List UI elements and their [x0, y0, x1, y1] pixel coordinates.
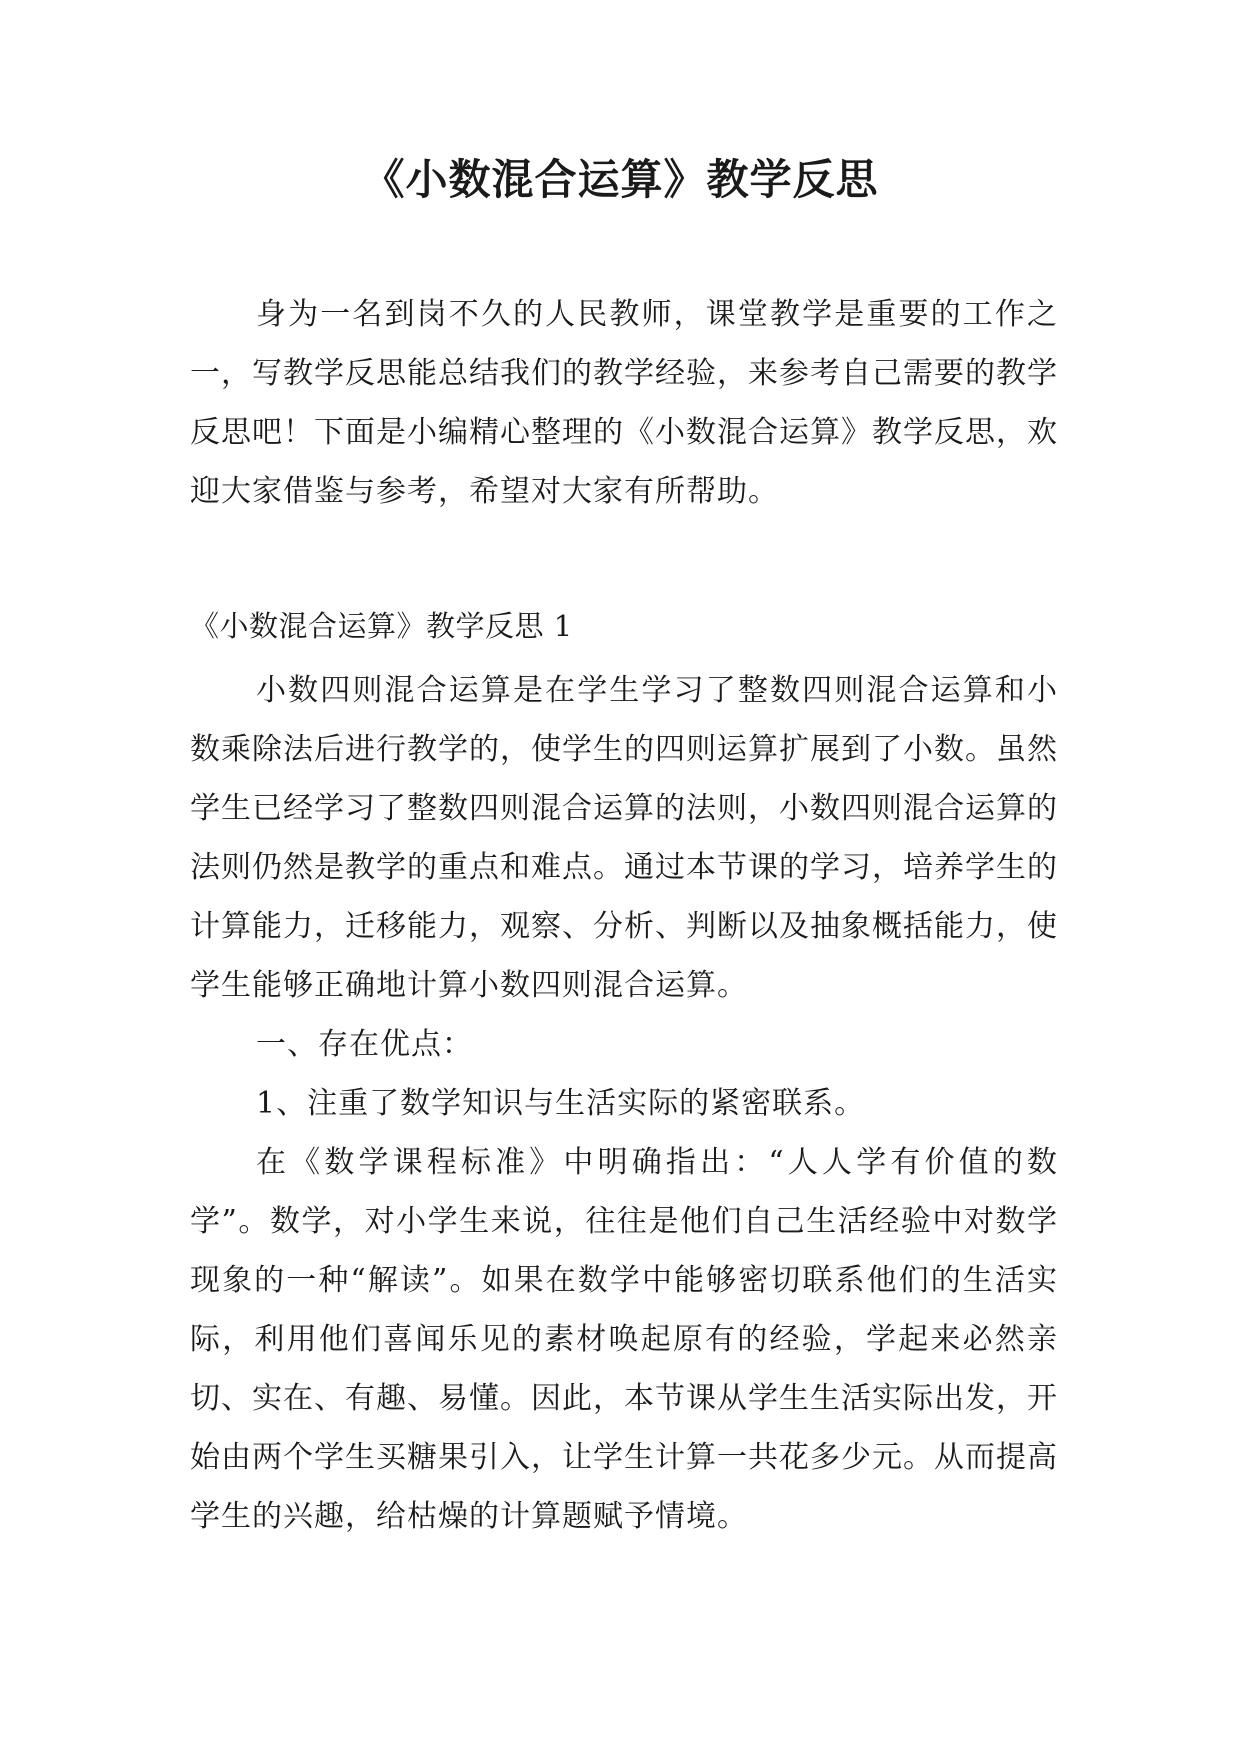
section-spacer [190, 521, 1058, 597]
document-title: 《小数混合运算》教学反思 [362, 155, 879, 204]
document-body [190, 285, 1058, 1546]
section-paragraph-curriculum: 在《数学课程标准》中明确指出：“人人学有价值的数学”。数学，对小学生来说，往往是他们自己生活经验中对数学现象的一种“解读”。如果在数学中能够密切联系他们的生活实际，利用他们喜闻乐见的素材唤起原有的经验，学起来必然亲切、实在、有趣、易懂。因此，本节课从学生生活实际出发，开始由两个学生买糖果引入，让学生计算一共花多少元。从而提高学生的兴趣，给枯燥的计算题赋予情境。 [190, 1145, 1058, 1534]
section-paragraph-point-1: 1、注重了数学知识与生活实际的紧密联系。 [256, 1086, 866, 1121]
section-paragraph-1: 小数四则混合运算是在学生学习了整数四则混合运算和小数乘除法后进行教学的，使学生的四则运算扩展到了小数。虽然学生已经学习了整数四则混合运算的法则，小数四则混合运算的法则仍然是教学的重点和难点。通过本节课的学习，培养学生的计算能力，迁移能力，观察、分析、判断以及抽象概括能力，使学生能够正确地计算小数四则混合运算。 [190, 673, 1058, 1003]
intro-paragraph: 身为一名到岗不久的人民教师，课堂教学是重要的工作之一，写教学反思能总结我们的教学经验，来参考自己需要的教学反思吧！下面是小编精心整理的《小数混合运算》教学反思，欢迎大家借鉴与参考，希望对大家有所帮助。 [190, 297, 1058, 509]
section-heading: 《小数混合运算》教学反思 1 [190, 609, 573, 643]
section-paragraph-strengths: 一、存在优点： [256, 1027, 473, 1062]
